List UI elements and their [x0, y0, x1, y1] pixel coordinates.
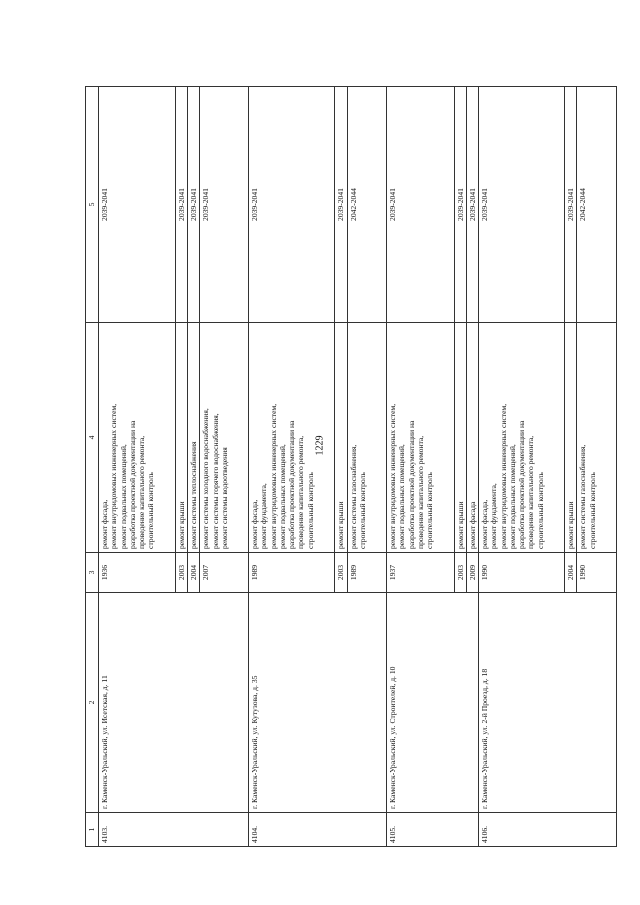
work-line: ремонт подвальных помещений,	[277, 444, 287, 549]
period-cell: 2042-2044	[577, 87, 617, 323]
work-line: ремонт подвальных помещений,	[507, 444, 517, 549]
period-cell: 2039-2041	[249, 87, 335, 323]
column-header: 4	[86, 323, 99, 553]
period-cell: 2039-2041	[565, 87, 577, 323]
year-cell: 2007	[200, 553, 249, 593]
column-header: 1	[86, 813, 99, 847]
column-header: 2	[86, 593, 99, 813]
work-line: ремонт внутридомовых инженерных систем,	[109, 403, 119, 549]
works-cell	[347, 323, 387, 553]
work-line: проведение капитального ремонта,	[137, 435, 146, 549]
year-cell: 2003	[175, 553, 187, 593]
year-cell: 2003	[454, 553, 466, 593]
page-number: 1229	[314, 435, 326, 456]
period-cell: 2039-2041	[454, 87, 466, 323]
house-address: г. Каменск-Уральский, ул. 2-й Проезд, д. 18	[479, 593, 617, 813]
work-line: разработка проектной документации на	[406, 420, 416, 549]
period-cell: 2039-2041	[175, 87, 187, 323]
document-sheet	[85, 87, 597, 847]
table-row	[99, 87, 176, 847]
works-cell	[479, 323, 565, 553]
work-line: строительный контроль	[357, 472, 367, 549]
work-line: ремонт системы газоснабжения,	[348, 444, 358, 549]
period-cell: 2039-2041	[200, 87, 249, 323]
work-line: ремонт подвальных помещений,	[118, 444, 128, 549]
column-number-row	[86, 87, 99, 847]
work-line: строительный контроль	[587, 472, 597, 549]
work-line: строительный контроль	[146, 472, 156, 549]
period-cell: 2039-2041	[479, 87, 565, 323]
works-cell	[249, 323, 335, 553]
period-cell: 2042-2044	[347, 87, 387, 323]
year-cell: 2003	[335, 553, 347, 593]
table-row	[387, 87, 455, 847]
work-line: строительный контроль	[305, 472, 315, 549]
work-line: ремонт фасада,	[480, 499, 490, 549]
work-line: ремонт системы теплоснабжения	[189, 441, 199, 549]
year-cell: 2009	[466, 553, 478, 593]
row-number: 4104.	[249, 813, 387, 847]
work-line: проведение капитального ремонта,	[526, 435, 536, 549]
work-line: ремонт системы водоотведения	[219, 447, 229, 549]
work-line: ремонт фундамента,	[259, 483, 269, 549]
period-cell: 2039-2041	[335, 87, 347, 323]
work-line: ремонт фасада,	[100, 499, 109, 549]
work-line: разработка проектной документации на	[517, 420, 527, 549]
table-row	[479, 87, 565, 847]
year-cell: 1990	[577, 553, 617, 593]
work-line: разработка проектной документации на	[287, 420, 297, 549]
row-number: 4103.	[99, 813, 249, 847]
works-cell	[454, 323, 466, 553]
work-line: ремонт системы газоснабжения,	[578, 444, 588, 549]
work-line: строительный контроль	[425, 472, 435, 549]
table-body	[99, 87, 617, 847]
house-address: г. Каменск-Уральский, ул. Кутузова, д. 35	[249, 593, 387, 813]
period-cell: 2039-2041	[466, 87, 478, 323]
work-line: ремонт системы горячего водоснабжения,	[210, 413, 220, 549]
work-line: ремонт подвальных помещений,	[397, 444, 407, 549]
column-header: 5	[86, 87, 99, 323]
works-cell	[387, 323, 455, 553]
work-line: ремонт внутридомовых инженерных систем,	[388, 403, 398, 549]
works-cell	[466, 323, 478, 553]
year-cell: 1990	[479, 553, 565, 593]
row-number: 4105.	[387, 813, 479, 847]
year-cell: 1937	[387, 553, 455, 593]
year-cell: 1989	[249, 553, 335, 593]
period-cell: 2039-2041	[188, 87, 200, 323]
work-line: ремонт фасада,	[250, 499, 260, 549]
work-line: разработка проектной документации на	[127, 420, 137, 549]
work-line: ремонт внутридомовых инженерных систем,	[268, 403, 278, 549]
year-cell: 1936	[99, 553, 176, 593]
work-line: ремонт крыши	[455, 501, 465, 549]
works-cell	[99, 323, 176, 553]
works-cell	[577, 323, 617, 553]
work-line: строительный контроль	[535, 472, 545, 549]
works-cell	[175, 323, 187, 553]
house-address: г. Каменск-Уральский, ул. Исетская, д. 11	[99, 593, 249, 813]
work-line: ремонт фасада	[467, 501, 477, 549]
year-cell: 2004	[565, 553, 577, 593]
column-header: 3	[86, 553, 99, 593]
works-cell	[335, 323, 347, 553]
works-cell	[188, 323, 200, 553]
work-line: ремонт крыши	[566, 501, 576, 549]
period-cell: 2039-2041	[387, 87, 455, 323]
year-cell: 2004	[188, 553, 200, 593]
works-cell	[565, 323, 577, 553]
table-row	[249, 87, 335, 847]
row-number: 4106.	[479, 813, 617, 847]
works-cell	[200, 323, 249, 553]
year-cell: 1989	[347, 553, 387, 593]
work-line: ремонт крыши	[336, 501, 346, 549]
period-cell: 2039-2041	[99, 87, 176, 323]
capital-repair-table	[85, 86, 617, 847]
work-line: ремонт крыши	[176, 501, 186, 549]
work-line: проведение капитального ремонта,	[415, 435, 425, 549]
work-line: проведение капитального ремонта,	[296, 435, 306, 549]
house-address: г. Каменск-Уральский, ул. Строителей, д. 10	[387, 593, 479, 813]
work-line: ремонт системы холодного водоснабжения,	[201, 408, 211, 549]
work-line: ремонт фундамента,	[489, 483, 499, 549]
work-line: ремонт внутридомовых инженерных систем,	[498, 403, 508, 549]
